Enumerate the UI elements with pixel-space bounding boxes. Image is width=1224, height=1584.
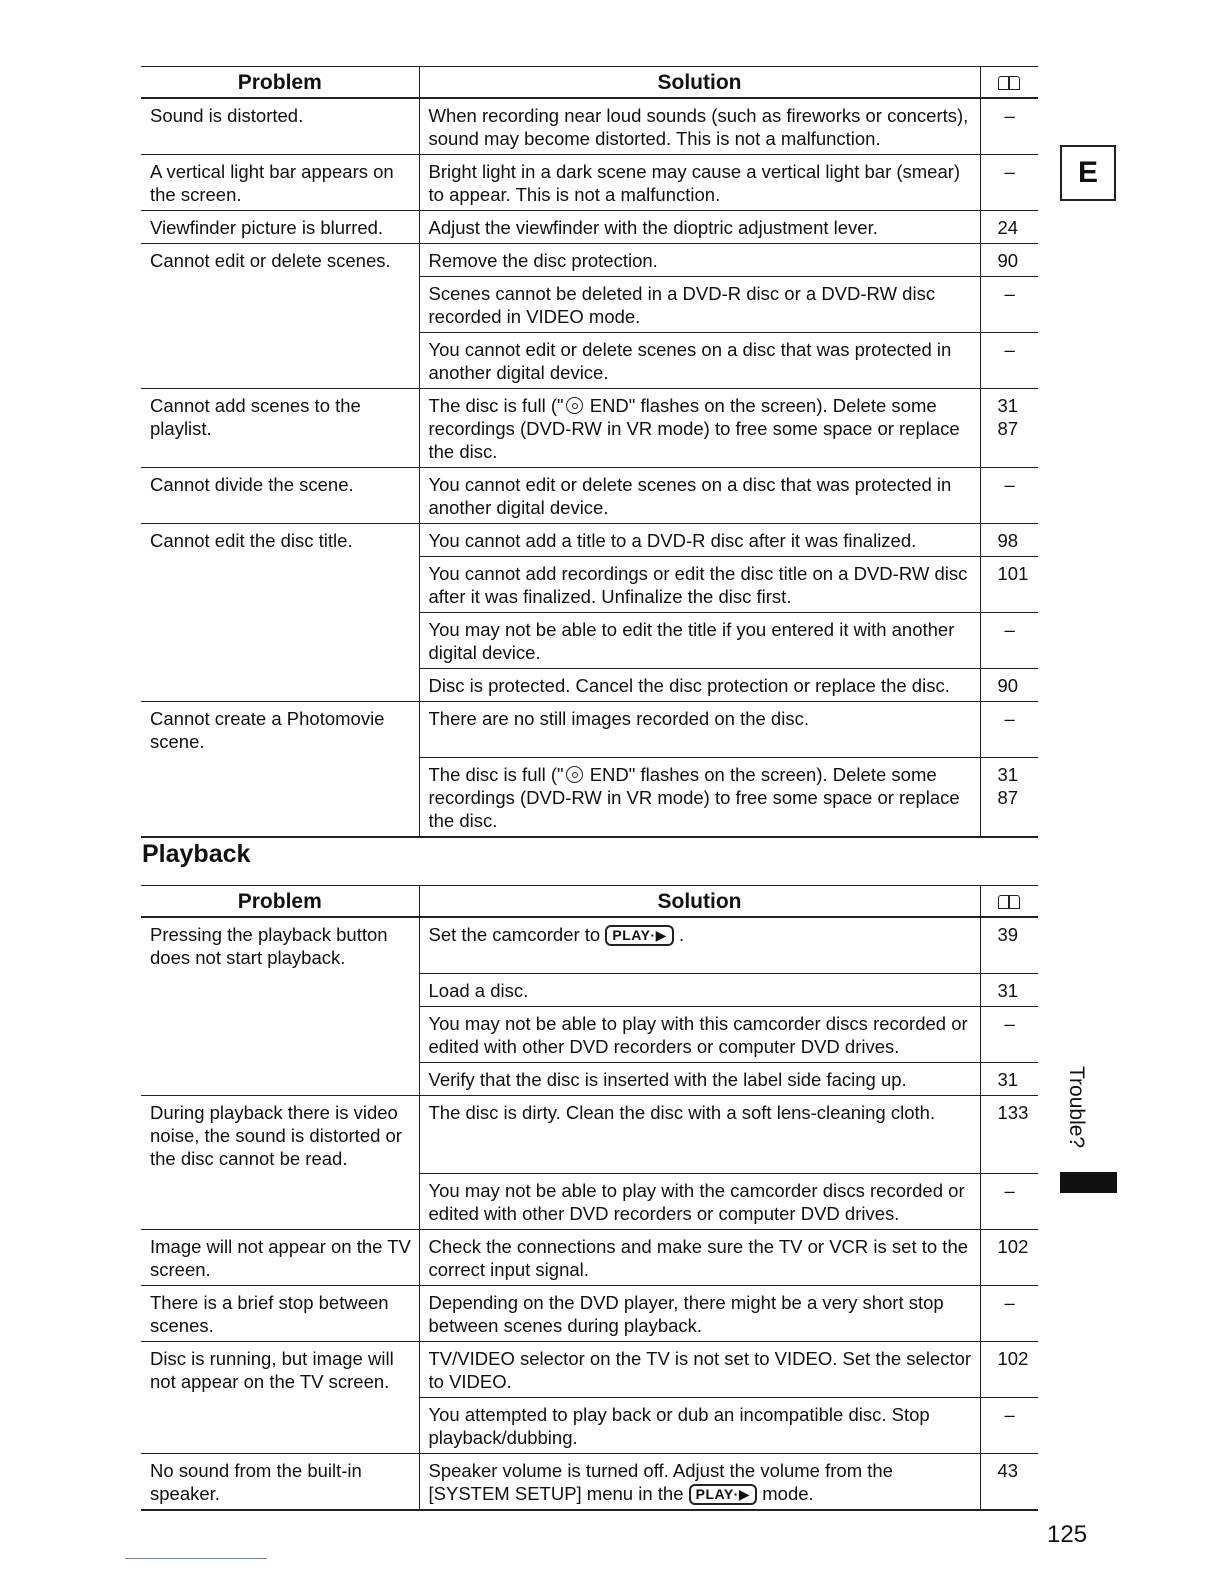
page-ref: 31 87 (980, 389, 1038, 468)
table-row (141, 244, 1038, 277)
troubleshooting-table-playback (141, 885, 1038, 1511)
page-ref: 31 87 (980, 757, 1038, 837)
problem-cell: Pressing the playback button does not start playback. (150, 924, 388, 968)
solution-cell: You cannot edit or delete scenes on a disc that was protected in another digital device. (419, 333, 980, 389)
solution-text: The disc is full (" (428, 395, 564, 416)
table-row (141, 1230, 1038, 1286)
solution-text: END" flashes on the screen). Delete some recordings (DVD-RW in VR mode) to free some space or replace the disc. (428, 395, 960, 462)
solution-cell: You cannot add a title to a DVD-R disc after it was finalized. (419, 524, 980, 557)
table-row (141, 757, 1038, 837)
page-ref: 39 (997, 924, 1019, 945)
table-row (141, 917, 1038, 973)
table-row (141, 1342, 1038, 1398)
page-ref: 90 (980, 244, 1038, 277)
page-ref: 31 (980, 973, 1038, 1006)
page-ref: 43 (980, 1454, 1038, 1511)
problem-cell: Cannot edit the disc title. (141, 524, 419, 557)
solution-cell: You may not be able to play with the camcorder discs recorded or edited with other DVD recorders or computer DVD drives. (419, 1174, 980, 1230)
page-ref: – (980, 155, 1038, 211)
solution-cell: The disc is dirty. Clean the disc with a soft lens-cleaning cloth. (419, 1095, 980, 1174)
solution-text: Set the camcorder to (428, 924, 606, 945)
solution-cell: Scenes cannot be deleted in a DVD-R disc or a DVD-RW disc recorded in VIDEO mode. (419, 277, 980, 333)
page-ref: – (980, 613, 1038, 669)
page-ref: 98 (980, 524, 1038, 557)
problem-cell (141, 1398, 419, 1454)
problem-cell (141, 613, 419, 669)
table-row (141, 1286, 1038, 1342)
solution-cell (419, 389, 980, 468)
table-row (141, 468, 1038, 524)
solution-cell: You cannot edit or delete scenes on a disc that was protected in another digital device. (419, 468, 980, 524)
problem-cell: There is a brief stop between scenes. (141, 1286, 419, 1342)
problem-cell (141, 1174, 419, 1230)
solution-cell: You cannot add recordings or edit the disc title on a DVD-RW disc after it was finalized. Unfinalize the disc first. (419, 557, 980, 613)
table-row (141, 277, 1038, 333)
page-ref: 90 (980, 669, 1038, 702)
solution-cell: Adjust the viewfinder with the dioptric adjustment lever. (419, 211, 980, 244)
page-ref: – (980, 1174, 1038, 1230)
footer-divider (125, 1558, 267, 1559)
solution-text: The disc is full (" (428, 763, 564, 785)
table-row (141, 333, 1038, 389)
solution-cell: You attempted to play back or dub an incompatible disc. Stop playback/dubbing. (419, 1398, 980, 1454)
solution-text: . (673, 924, 685, 945)
solution-cell (419, 1454, 980, 1511)
problem-cell: No sound from the built-in speaker. (141, 1454, 419, 1511)
problem-cell (141, 757, 419, 837)
solution-cell: There are no still images recorded on the disc. (419, 702, 980, 758)
table-row (141, 1174, 1038, 1230)
page-header (980, 67, 1038, 99)
chapter-label: Trouble? (1065, 1066, 1088, 1149)
page-number: 125 (1047, 1521, 1088, 1548)
solution-cell: You may not be able to edit the title if you entered it with another digital device. (419, 613, 980, 669)
solution-cell: Verify that the disc is inserted with the label side facing up. (419, 1062, 980, 1095)
table-row (141, 1006, 1038, 1062)
page-ref: 102 (980, 1342, 1038, 1398)
disc-icon (566, 766, 583, 783)
problem-cell: Disc is running, but image will not appear on the TV screen. (141, 1342, 419, 1398)
page-ref: – (980, 468, 1038, 524)
book-icon (998, 75, 1020, 91)
solution-text: mode. (757, 1483, 814, 1504)
table-row (141, 557, 1038, 613)
problem-cell: Cannot divide the scene. (141, 468, 419, 524)
table-header-row (141, 67, 1038, 99)
solution-cell: Load a disc. (419, 973, 980, 1006)
play-mode-badge: PLAY·▶ (605, 925, 673, 946)
chapter-marker-bar (1060, 1172, 1117, 1193)
table-row (141, 98, 1038, 155)
page-ref: 133 (980, 1095, 1038, 1174)
page-ref: 102 (980, 1230, 1038, 1286)
problem-cell (141, 333, 419, 389)
problem-header: Problem (141, 67, 419, 99)
page-ref: – (980, 1398, 1038, 1454)
solution-cell: Check the connections and make sure the TV or VCR is set to the correct input signal. (419, 1230, 980, 1286)
problem-cell: Image will not appear on the TV screen. (141, 1230, 419, 1286)
problem-cell (141, 1062, 419, 1095)
table-row (141, 1095, 1038, 1174)
table-row (141, 973, 1038, 1006)
troubleshooting-table-recording (141, 66, 1038, 838)
problem-cell (141, 557, 419, 613)
language-tab: E (1060, 145, 1116, 201)
problem-cell (141, 1006, 419, 1062)
solution-cell: When recording near loud sounds (such as fireworks or concerts), sound may become distorted. This is not a malfunction. (419, 98, 980, 155)
page-ref: 31 (980, 1062, 1038, 1095)
table-header-row (141, 886, 1038, 918)
page-ref: 24 (980, 211, 1038, 244)
table-row (141, 155, 1038, 211)
solution-text: END" flashes on the screen). Delete some recordings (DVD-RW in VR mode) to free some space or replace the disc. (428, 763, 960, 831)
table-row (141, 702, 1038, 758)
problem-cell: Cannot add scenes to the playlist. (141, 389, 419, 468)
book-icon (998, 894, 1020, 910)
problem-cell: Sound is distorted. (150, 105, 304, 126)
problem-cell: Cannot edit or delete scenes. (141, 244, 419, 277)
table-row (141, 1062, 1038, 1095)
page-ref: – (1004, 105, 1015, 126)
problem-cell (141, 277, 419, 333)
solution-cell: Bright light in a dark scene may cause a vertical light bar (smear) to appear. This is not a malfunction. (419, 155, 980, 211)
problem-cell: During playback there is video noise, the sound is distorted or the disc cannot be read. (141, 1095, 419, 1174)
solution-cell: Remove the disc protection. (419, 244, 980, 277)
disc-icon (566, 397, 583, 414)
table-row (141, 1398, 1038, 1454)
page-ref: – (980, 277, 1038, 333)
solution-cell: You may not be able to play with this camcorder discs recorded or edited with other DVD recorders or computer DVD drives. (419, 1006, 980, 1062)
solution-cell (419, 917, 980, 973)
problem-cell: Cannot create a Photomovie scene. (141, 702, 419, 758)
solution-cell: TV/VIDEO selector on the TV is not set to VIDEO. Set the selector to VIDEO. (419, 1342, 980, 1398)
table-row (141, 1454, 1038, 1511)
problem-cell (141, 973, 419, 1006)
page-ref: – (980, 333, 1038, 389)
table-row (141, 669, 1038, 702)
section-heading-playback: Playback (142, 840, 251, 868)
table-row (141, 613, 1038, 669)
page-ref: – (980, 1006, 1038, 1062)
solution-cell: Disc is protected. Cancel the disc protection or replace the disc. (419, 669, 980, 702)
solution-cell (419, 757, 980, 837)
problem-cell: A vertical light bar appears on the screen. (141, 155, 419, 211)
page-header (980, 886, 1038, 918)
play-mode-badge: PLAY·▶ (689, 1484, 757, 1505)
table-row (141, 389, 1038, 468)
table-row (141, 524, 1038, 557)
solution-cell: Depending on the DVD player, there might be a very short stop between scenes during playback. (419, 1286, 980, 1342)
page-ref: – (980, 702, 1038, 758)
problem-cell: Viewfinder picture is blurred. (141, 211, 419, 244)
solution-header: Solution (419, 67, 980, 99)
solution-text: Speaker volume is turned off. Adjust the volume from the [SYSTEM SETUP] menu in the (428, 1460, 893, 1504)
problem-cell (141, 669, 419, 702)
solution-header: Solution (419, 886, 980, 918)
page-ref: – (980, 1286, 1038, 1342)
problem-header: Problem (141, 886, 419, 918)
table-row (141, 211, 1038, 244)
page-ref: 101 (980, 557, 1038, 613)
